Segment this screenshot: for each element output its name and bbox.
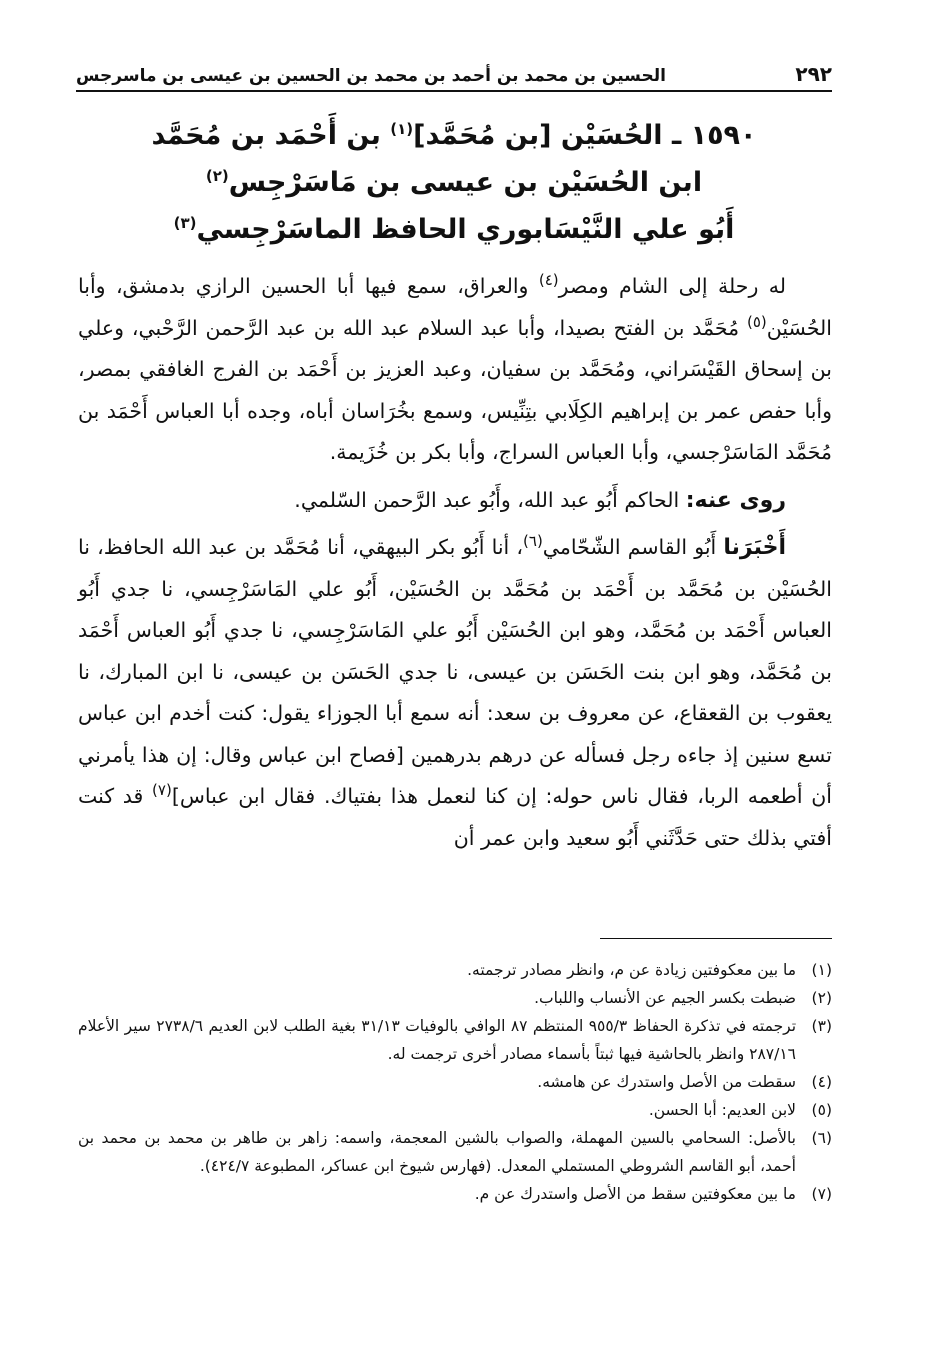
- footnote-3: [78, 1012, 832, 1068]
- title-line-1: [130, 112, 778, 159]
- p1-text-a: له رحلة إلى الشام ومصر: [558, 274, 786, 298]
- footnote-4: [78, 1068, 832, 1096]
- footnote-text: ما بين معكوفتين زيادة عن م، وانظر مصادر ترجمته.: [467, 961, 796, 979]
- footnote-ref-6: (٦): [523, 532, 543, 551]
- footnote-number: (٥): [811, 1101, 832, 1119]
- title-line-1-part-b: بن أَحْمَد بن مُحَمَّد: [151, 120, 391, 151]
- p3-text-c: قد كنت أفتي بذلك حتى حَدَّثَني أَبُو سعيد وابن عمر أن: [78, 784, 832, 850]
- footnote-7: [78, 1180, 832, 1208]
- footnote-ref-5: (٥): [746, 312, 767, 331]
- footnote-number: (٢): [811, 989, 832, 1007]
- title-line-3-text: أَبُو علي النَّيْسَابوري الحافظ الماسَرْجِسي: [196, 214, 735, 245]
- footnote-text: بالأصل: السحامي بالسين المهملة، والصواب بالشين المعجمة، واسمه: زاهر بن طاهر بن محمد بن محمد بن أحمد، أبو القاسم الشروطي المستملي المعدل. (فهارس شيوخ ابن عساكر، المطبوعة ٤٢٤/٧).: [78, 1129, 796, 1175]
- footnote-number: (٤): [811, 1073, 832, 1091]
- page-header: [76, 56, 832, 92]
- footnote-6: [78, 1124, 832, 1180]
- page-number: ٢٩٢: [795, 62, 832, 86]
- footnote-number: (٧): [811, 1185, 832, 1203]
- title-line-1-part-a: ١٥٩٠ ـ الحُسَيْن [بن مُحَمَّد]: [413, 120, 757, 151]
- footnote-2: [78, 984, 832, 1012]
- main-text: [78, 266, 832, 859]
- running-title: الحسين بن محمد بن أحمد بن محمد بن الحسين بن عيسى بن ماسرجس: [76, 66, 666, 86]
- footnote-number: (٣): [811, 1017, 832, 1035]
- akhbarana-label: أَخْبَرَنا: [723, 535, 786, 560]
- footnote-5: [78, 1096, 832, 1124]
- narrated-by-label: روى عنه:: [685, 487, 786, 513]
- entry-title: [130, 112, 778, 253]
- paragraph-narrators: [78, 480, 832, 522]
- footnote-text: ترجمته في تذكرة الحفاظ ٩٥٥/٣ المنتظم ٨٧ الوافي بالوفيات ٣١/١٣ بغية الطلب لابن العديم ٢٧٣٨/٦ سير الأعلام ٢٨٧/١٦ وانظر بالحاشية فيها ثبتاً بأسماء مصادر أخرى ترجمت له.: [78, 1017, 797, 1063]
- footnote-ref-3: (٣): [173, 214, 197, 232]
- footnote-text: لابن العديم: أبا الحسن.: [648, 1101, 796, 1119]
- footnote-text: سقطت من الأصل واستدرك عن هامشه.: [537, 1073, 796, 1091]
- footnote-number: (٦): [811, 1129, 832, 1147]
- footnote-1: [78, 956, 832, 984]
- title-line-2-text: ابن الحُسَيْن بن عيسى بن مَاسَرْجِس: [228, 167, 703, 198]
- title-line-2: [130, 159, 778, 206]
- p1-text-b: والعراق، سمع فيها أبا الحسين الرازي بدمشق، وأبا الحُسَيْن: [78, 274, 832, 340]
- p3-text-b: ، أنا أَبُو بكر البيهقي، أنا مُحَمَّد بن عبد الله الحافظ، نا الحُسَيْن بن مُحَمَّد بن أَحْمَد بن مُحَمَّد بن الحُسَيْن، أَبُو علي المَاسَرْجِسي، نا جدي أَبُو العباس أَحْمَد بن مُحَمَّد، وهو ابن الحُسَيْن أَبُو علي المَاسَرْجِسي، نا جدي أَبُو العباس أَحْمَد بن مُحَمَّد، وهو ابن بنت الحَسَن بن عيسى، نا جدي الحَسَن بن عيسى، نا ابن المبارك، نا يعقوب بن القعقاع، عن معروف بن سعد: أنه سمع أبا الجوزاء يقول: كنت أخدم ابن عباس تسع سنين إذ جاءه رجل فسأله عن درهم بدرهمين [فصاح ابن عباس وقال: إن هذا يأمرني أن أطعمه الربا، فقال ناس حوله: إن كنا لنعمل هذا بفتياك. فقال ابن عباس]: [78, 535, 832, 808]
- footnote-ref-2: (٢): [205, 167, 229, 185]
- p3-text-a: أَبُو القاسم الشّحّامي: [542, 535, 724, 559]
- title-line-3: [130, 206, 778, 253]
- paragraph-biography: [78, 266, 832, 474]
- footnote-text: ضبطت بكسر الجيم عن الأنساب واللباب.: [534, 989, 796, 1007]
- footnote-text: ما بين معكوفتين سقط من الأصل واستدرك عن م.: [474, 1185, 796, 1203]
- footnote-ref-1: (١): [390, 120, 414, 138]
- footnote-number: (١): [811, 961, 832, 979]
- footnotes: [78, 956, 832, 1208]
- p1-text-c: مُحَمَّد بن الفتح بصيدا، وأبا عبد السلام عبد الله بن عبد الرَّحمن الرَّحْبي، وعلي بن إسحاق القَيْسَراني، ومُحَمَّد بن سفيان، وعبد العزيز بن أَحْمَد بن الفرج الغافقي بمصر، وأبا حفص عمر بن إبراهيم الكِلَابي بتِنِّيس، وسمع بخُرَاسان أباه، وجده أبا العباس أَحْمَد بن مُحَمَّد المَاسَرْجسي، وأبا العباس السراج، وأبا بكر بن خُزَيمة.: [78, 315, 832, 464]
- p2-text: الحاكم أَبُو عبد الله، وأَبُو عبد الرَّحمن السّلمي.: [294, 487, 686, 512]
- paragraph-hadith: [78, 527, 832, 859]
- footnote-divider: [600, 938, 832, 939]
- footnote-ref-7: (٧): [152, 781, 172, 800]
- footnote-ref-4: (٤): [538, 271, 559, 290]
